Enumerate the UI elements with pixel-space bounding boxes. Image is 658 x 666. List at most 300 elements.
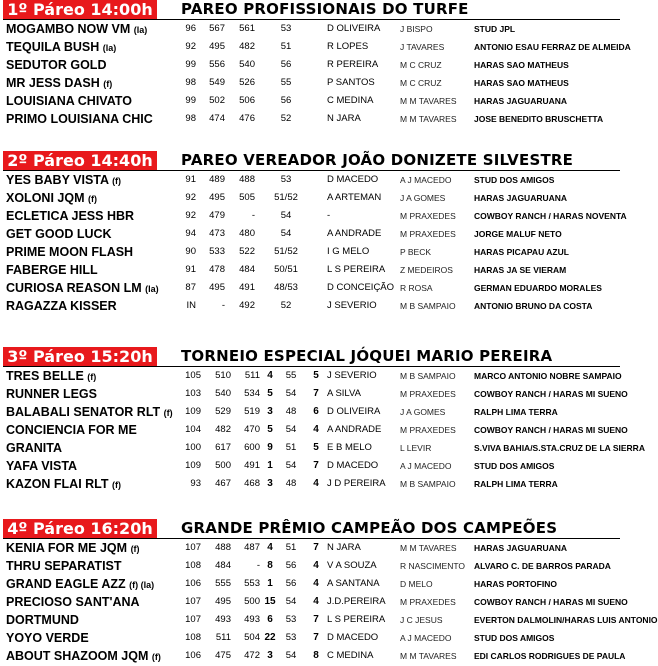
col-c2: 479	[209, 210, 225, 221]
entry-row	[0, 38, 631, 56]
col-jockey: N JARA	[327, 113, 361, 124]
horse-name	[6, 20, 147, 39]
col-owner: COWBOY RANCH / HARAS NOVENTA	[474, 211, 627, 221]
col-c2: 493	[215, 614, 231, 625]
col-wt: 52	[280, 300, 292, 311]
horse-name-text: GRAND EAGLE AZZ	[6, 577, 126, 591]
col-c3: 488	[239, 174, 255, 185]
entry-row	[0, 243, 620, 261]
col-jockey: V A SOUZA	[327, 560, 377, 571]
entry-row	[0, 457, 620, 475]
col-trainer: M M TAVARES	[400, 651, 457, 661]
col-c2: 482	[215, 424, 231, 435]
entry-row	[0, 385, 628, 403]
col-c3: 534	[244, 388, 260, 399]
col-c3: 472	[244, 650, 260, 661]
col-c1: 107	[185, 596, 201, 607]
col-trainer: Z MEDEIROS	[400, 265, 453, 275]
col-wt: 54	[285, 424, 297, 435]
horse-sex-tag: (f)	[112, 480, 122, 490]
col-jockey: A SILVA	[327, 388, 361, 399]
col-jockey: I G MELO	[327, 246, 370, 257]
horse-name	[6, 557, 122, 576]
col-owner: ANTONIO ESAU FERRAZ DE ALMEIDA	[474, 42, 631, 52]
col-c1: 92	[185, 41, 196, 52]
horse-name-text: THRU SEPARATIST	[6, 559, 122, 573]
horse-name	[6, 629, 89, 648]
col-wt: 56	[285, 560, 297, 571]
col-owner: STUD JPL	[474, 24, 516, 34]
horse-sex-tag: (f) (la)	[129, 580, 155, 590]
col-c1: 99	[185, 59, 196, 70]
col-trainer: M PRAXEDES	[400, 389, 456, 399]
col-trainer: L LEVIR	[400, 443, 432, 453]
entry-row	[0, 225, 620, 243]
col-c3: 491	[239, 282, 255, 293]
col-trainer: M PRAXEDES	[400, 597, 456, 607]
entry-row	[0, 475, 620, 493]
col-trainer: D MELO	[400, 579, 433, 589]
horse-name-text: SEDUTOR GOLD	[6, 58, 107, 72]
col-c1: IN	[186, 300, 196, 311]
col-owner: ALVARO C. DE BARROS PARADA	[474, 561, 611, 571]
entry-row	[0, 189, 620, 207]
col-trainer: M M TAVARES	[400, 543, 457, 553]
entry-row	[0, 611, 658, 629]
col-wt: 48/53	[274, 282, 298, 293]
entry-row	[0, 74, 620, 92]
col-c1: 90	[185, 246, 196, 257]
col-owner: EDI CARLOS RODRIGUES DE PAULA	[474, 651, 626, 661]
horse-sex-tag: (f)	[87, 194, 97, 204]
col-c2: 495	[209, 41, 225, 52]
col-trainer: J A GOMES	[400, 193, 446, 203]
col-trainer: R ROSA	[400, 283, 433, 293]
horse-name-text: MOGAMBO NOW VM	[6, 22, 131, 36]
entry-row	[0, 421, 628, 439]
col-c4: 5	[267, 388, 273, 399]
horse-name	[6, 403, 173, 422]
horse-name-text: ECLETICA JESS HBR	[6, 209, 135, 223]
col-c2: 555	[215, 578, 231, 589]
col-c3: 553	[244, 578, 260, 589]
col-c2: 478	[209, 264, 225, 275]
col-c2: 489	[209, 174, 225, 185]
col-c3: 561	[239, 23, 255, 34]
col-c3: 491	[244, 460, 260, 471]
col-trainer: P BECK	[400, 247, 432, 257]
col-wt: 55	[285, 370, 297, 381]
horse-sex-tag: (la)	[133, 25, 148, 35]
col-owner: EVERTON DALMOLIN/HARAS LUIS ANTONIO	[474, 615, 658, 625]
horse-name-text: RUNNER LEGS	[6, 387, 97, 401]
horse-sex-tag: (f)	[130, 544, 140, 554]
horse-name	[6, 439, 62, 458]
horse-name-text: YES BABY VISTA	[6, 173, 109, 187]
col-c1: 98	[185, 113, 196, 124]
entry-row	[0, 557, 620, 575]
col-trainer: A J MACEDO	[400, 175, 452, 185]
col-c3: 476	[239, 113, 255, 124]
col-c5: 4	[313, 424, 319, 435]
col-c4: 15	[264, 596, 276, 607]
col-jockey: A SANTANA	[327, 578, 380, 589]
horse-name	[6, 243, 133, 262]
col-c1: 100	[185, 442, 201, 453]
col-wt: 51	[280, 41, 292, 52]
col-c4: 4	[267, 370, 273, 381]
col-trainer: J BISPO	[400, 24, 433, 34]
horse-name-text: BALABALI SENATOR RLT	[6, 405, 161, 419]
col-c5: 4	[313, 560, 319, 571]
race-title: GRANDE PRÊMIO CAMPEÃO DOS CAMPEÕES	[181, 519, 558, 537]
race-title: TORNEIO ESPECIAL JÓQUEI MARIO PEREIRA	[181, 347, 553, 365]
horse-name-text: YOYO VERDE	[6, 631, 89, 645]
col-jockey: -	[327, 210, 331, 221]
horse-name-text: TEQUILA BUSH	[6, 40, 100, 54]
race-header	[0, 347, 620, 367]
col-trainer: M M TAVARES	[400, 96, 457, 106]
col-wt: 53	[285, 614, 297, 625]
col-c5: 4	[313, 478, 319, 489]
col-owner: STUD DOS AMIGOS	[474, 633, 555, 643]
horse-sex-tag: (f)	[112, 176, 122, 186]
col-c2: 510	[215, 370, 231, 381]
col-c1: 109	[185, 460, 201, 471]
col-c3: 484	[239, 264, 255, 275]
col-c2: 529	[215, 406, 231, 417]
horse-name	[6, 611, 79, 630]
horse-name-text: ABOUT SHAZOOM JQM	[6, 649, 149, 663]
horse-name	[6, 297, 117, 316]
entry-row	[0, 539, 620, 557]
col-c1: 105	[185, 370, 201, 381]
horse-name	[6, 207, 134, 226]
entry-row	[0, 647, 626, 665]
col-c1: 106	[185, 578, 201, 589]
horse-name-text: RAGAZZA KISSER	[6, 299, 117, 313]
col-wt: 54	[285, 650, 297, 661]
entry-row	[0, 92, 620, 110]
col-jockey: J.D.PEREIRA	[327, 596, 386, 607]
col-trainer: M B SAMPAIO	[400, 479, 456, 489]
horse-name-text: CONCIENCIA FOR ME	[6, 423, 137, 437]
race-time-badge: 3º Páreo 15:20h	[3, 347, 157, 366]
col-wt: 54	[280, 228, 292, 239]
entry-row	[0, 110, 620, 128]
horse-name	[6, 593, 140, 612]
entry-row	[0, 593, 628, 611]
horse-name-text: YAFA VISTA	[6, 459, 78, 473]
col-c5: 7	[313, 542, 319, 553]
col-c4: 3	[267, 478, 273, 489]
col-owner: STUD DOS AMIGOS	[474, 175, 555, 185]
col-c4: 6	[267, 614, 273, 625]
col-owner: STUD DOS AMIGOS	[474, 461, 555, 471]
race-section	[0, 519, 658, 665]
col-c3: -	[251, 210, 255, 221]
col-owner: S.VIVA BAHIA/S.STA.CRUZ DE LA SIERRA	[474, 443, 645, 453]
horse-name-text: LOUISIANA CHIVATO	[6, 94, 132, 108]
race-section	[0, 151, 627, 315]
col-owner: GERMAN EDUARDO MORALES	[474, 283, 602, 293]
horse-name	[6, 261, 98, 280]
col-wt: 48	[285, 406, 297, 417]
col-c2: 567	[209, 23, 225, 34]
col-c1: 99	[185, 95, 196, 106]
col-jockey: J D PEREIRA	[327, 478, 386, 489]
col-owner: JOSE BENEDITO BRUSCHETTA	[474, 114, 604, 124]
col-jockey: D OLIVEIRA	[327, 406, 381, 417]
col-c2: 495	[215, 596, 231, 607]
col-owner: HARAS PICAPAU AZUL	[474, 247, 569, 257]
col-trainer: M PRAXEDES	[400, 229, 456, 239]
col-wt: 48	[285, 478, 297, 489]
col-c2: 502	[209, 95, 225, 106]
col-c1: 109	[185, 406, 201, 417]
col-jockey: L S PEREIRA	[327, 614, 386, 625]
col-c1: 106	[185, 650, 201, 661]
entry-row	[0, 171, 620, 189]
col-wt: 54	[285, 388, 297, 399]
horse-name-text: KAZON FLAI RLT	[6, 477, 109, 491]
col-c1: 107	[185, 542, 201, 553]
horse-name-text: DORTMUND	[6, 613, 79, 627]
entry-row	[0, 20, 620, 38]
col-owner: HARAS JA SE VIERAM	[474, 265, 567, 275]
entry-row	[0, 56, 620, 74]
col-c4: 1	[267, 578, 273, 589]
entry-row	[0, 297, 620, 315]
col-trainer: M PRAXEDES	[400, 211, 456, 221]
horse-name-text: GET GOOD LUCK	[6, 227, 112, 241]
col-owner: HARAS SAO MATHEUS	[474, 78, 569, 88]
col-owner: COWBOY RANCH / HARAS MI SUENO	[474, 597, 628, 607]
col-c2: 495	[209, 282, 225, 293]
col-c2: 540	[215, 388, 231, 399]
col-c2: 500	[215, 460, 231, 471]
col-trainer: J A GOMES	[400, 407, 446, 417]
col-c3: 500	[244, 596, 260, 607]
horse-name	[6, 367, 96, 386]
col-jockey: J SEVERIO	[327, 370, 377, 381]
col-jockey: A ANDRADE	[327, 228, 382, 239]
horse-name	[6, 457, 77, 476]
race-header	[0, 0, 620, 20]
col-c2: 473	[209, 228, 225, 239]
col-c1: 92	[185, 192, 196, 203]
col-c3: 493	[244, 614, 260, 625]
horse-name-text: PRIME MOON FLASH	[6, 245, 134, 259]
horse-name-text: GRANITA	[6, 441, 63, 455]
col-c1: 108	[185, 632, 201, 643]
race-header	[0, 151, 620, 171]
col-c2: 556	[209, 59, 225, 70]
col-owner: HARAS SAO MATHEUS	[474, 60, 569, 70]
col-wt: 51/52	[274, 192, 298, 203]
horse-name	[6, 110, 153, 129]
entry-row	[0, 367, 620, 385]
horse-name-text: TRES BELLE	[6, 369, 84, 383]
horse-name-text: PRECIOSO SANT'ANA	[6, 595, 140, 609]
horse-name-text: MR JESS DASH	[6, 76, 100, 90]
col-wt: 50/51	[274, 264, 298, 275]
col-c4: 1	[267, 460, 273, 471]
col-wt: 51/52	[274, 246, 298, 257]
col-c3: 505	[239, 192, 255, 203]
col-wt: 52	[280, 113, 292, 124]
horse-name	[6, 647, 161, 666]
col-trainer: R NASCIMENTO	[400, 561, 466, 571]
col-wt: 51	[285, 542, 297, 553]
col-trainer: A J MACEDO	[400, 633, 452, 643]
col-jockey: A ANDRADE	[327, 424, 382, 435]
entry-row	[0, 439, 645, 457]
horse-name	[6, 38, 116, 57]
horse-name-text: KENIA FOR ME JQM	[6, 541, 128, 555]
col-c1: 96	[185, 23, 196, 34]
race-title: PAREO VEREADOR JOÃO DONIZETE SILVESTRE	[181, 151, 574, 169]
col-c1: 94	[185, 228, 196, 239]
col-c1: 87	[185, 282, 196, 293]
col-c3: 519	[244, 406, 260, 417]
col-c3: 482	[239, 41, 255, 52]
horse-sex-tag: (la)	[102, 43, 117, 53]
col-c3: 540	[239, 59, 255, 70]
race-section	[0, 0, 631, 128]
col-jockey: L S PEREIRA	[327, 264, 386, 275]
col-owner: RALPH LIMA TERRA	[474, 479, 558, 489]
col-trainer: J C JESUS	[400, 615, 443, 625]
col-owner: HARAS JAGUARUANA	[474, 96, 568, 106]
col-jockey: C MEDINA	[327, 95, 374, 106]
col-c5: 4	[313, 578, 319, 589]
col-jockey: D MACEDO	[327, 460, 379, 471]
col-trainer: J TAVARES	[400, 42, 445, 52]
col-owner: JORGE MALUF NETO	[474, 229, 562, 239]
race-time-badge: 1º Páreo 14:00h	[3, 0, 157, 19]
col-owner: HARAS JAGUARUANA	[474, 193, 568, 203]
horse-name	[6, 92, 132, 111]
entry-row	[0, 279, 620, 297]
col-c1: 92	[185, 210, 196, 221]
col-c5: 7	[313, 388, 319, 399]
col-jockey: A ARTEMAN	[327, 192, 382, 203]
col-owner: RALPH LIMA TERRA	[474, 407, 558, 417]
horse-name	[6, 74, 112, 93]
horse-sex-tag: (f)	[103, 79, 113, 89]
col-wt: 53	[280, 23, 292, 34]
col-c5: 7	[313, 614, 319, 625]
col-owner: MARCO ANTONIO NOBRE SAMPAIO	[474, 371, 622, 381]
horse-name-text: CURIOSA REASON LM	[6, 281, 142, 295]
col-wt: 56	[285, 578, 297, 589]
horse-name	[6, 539, 140, 558]
col-c3: 511	[244, 370, 260, 381]
entry-row	[0, 575, 620, 593]
race-section	[0, 347, 645, 493]
col-c2: 495	[209, 192, 225, 203]
col-c1: 103	[185, 388, 201, 399]
col-c3: 600	[244, 442, 260, 453]
col-c1: 107	[185, 614, 201, 625]
col-c2: 484	[215, 560, 231, 571]
col-c4: 3	[267, 650, 273, 661]
col-c5: 5	[313, 442, 319, 453]
col-c1: 104	[185, 424, 201, 435]
col-wt: 53	[285, 632, 297, 643]
col-c4: 5	[267, 424, 273, 435]
col-wt: 56	[280, 59, 292, 70]
col-jockey: N JARA	[327, 542, 361, 553]
col-c4: 22	[264, 632, 276, 643]
col-jockey: C MEDINA	[327, 650, 374, 661]
col-owner: ANTONIO BRUNO DA COSTA	[474, 301, 593, 311]
col-trainer: A J MACEDO	[400, 461, 452, 471]
horse-name	[6, 279, 159, 298]
col-c1: 93	[190, 478, 201, 489]
col-wt: 56	[280, 95, 292, 106]
col-c3: 470	[244, 424, 260, 435]
col-c5: 6	[313, 406, 319, 417]
col-wt: 54	[285, 460, 297, 471]
horse-name	[6, 385, 97, 404]
col-c1: 91	[185, 174, 196, 185]
col-wt: 53	[280, 174, 292, 185]
col-c4: 8	[267, 560, 273, 571]
col-c2: 617	[215, 442, 231, 453]
col-trainer: M C CRUZ	[400, 78, 442, 88]
col-trainer: M B SAMPAIO	[400, 371, 456, 381]
col-c3: 480	[239, 228, 255, 239]
col-trainer: M B SAMPAIO	[400, 301, 456, 311]
horse-name	[6, 421, 137, 440]
col-c4: 9	[267, 442, 273, 453]
col-c3: 522	[239, 246, 255, 257]
col-wt: 51	[285, 442, 297, 453]
col-jockey: D MACEDO	[327, 632, 379, 643]
col-c3: 504	[244, 632, 260, 643]
col-c1: 98	[185, 77, 196, 88]
col-jockey: D CONCEIÇÃO	[327, 282, 395, 293]
horse-name	[6, 575, 154, 594]
col-c3: 526	[239, 77, 255, 88]
col-c3: 506	[239, 95, 255, 106]
horse-name-text: FABERGE HILL	[6, 263, 98, 277]
entry-row	[0, 261, 620, 279]
col-jockey: J SEVERIO	[327, 300, 377, 311]
horse-name-text: XOLONI JQM	[6, 191, 85, 205]
col-owner: HARAS JAGUARUANA	[474, 543, 568, 553]
col-trainer: M C CRUZ	[400, 60, 442, 70]
col-c5: 5	[313, 370, 319, 381]
col-jockey: R PEREIRA	[327, 59, 379, 70]
col-jockey: R LOPES	[327, 41, 369, 52]
col-c5: 7	[313, 460, 319, 471]
col-c3: 492	[239, 300, 255, 311]
col-c4: 3	[267, 406, 273, 417]
col-wt: 54	[285, 596, 297, 607]
col-c5: 7	[313, 632, 319, 643]
col-jockey: P SANTOS	[327, 77, 375, 88]
col-c3: 487	[244, 542, 260, 553]
col-c3: 468	[244, 478, 260, 489]
race-header	[0, 519, 620, 539]
col-c2: 467	[215, 478, 231, 489]
col-c4: 4	[267, 542, 273, 553]
race-time-badge: 2º Páreo 14:40h	[3, 151, 157, 170]
col-c2: 488	[215, 542, 231, 553]
